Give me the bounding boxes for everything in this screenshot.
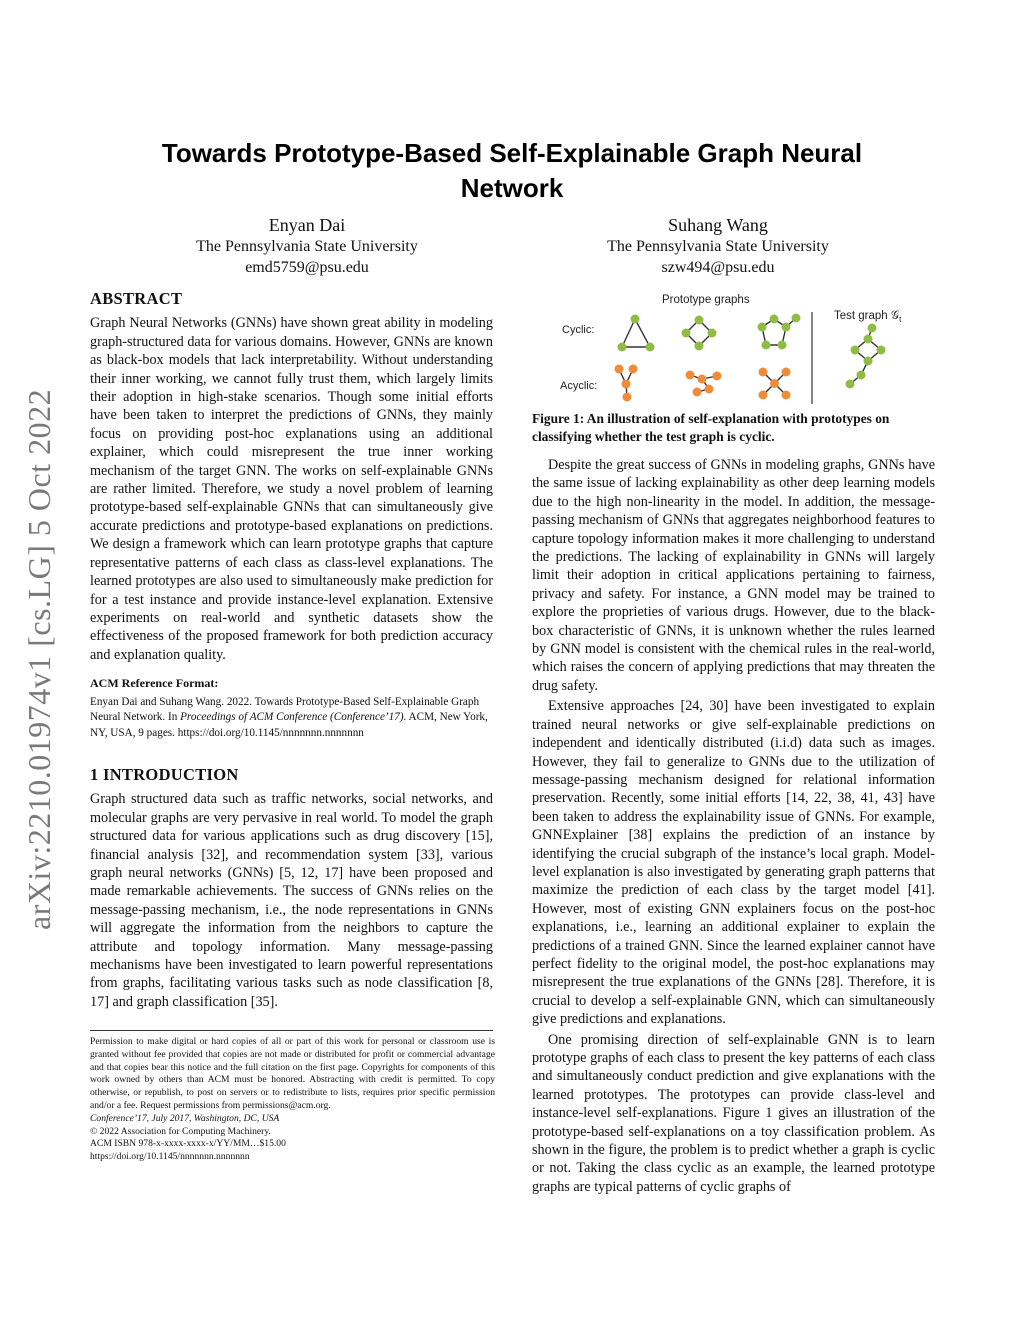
test-graph-label: Test graph 𝒢$_t$ [834, 310, 902, 324]
conference-info: Conference’17, July 2017, Washington, DC, USA [90, 1112, 280, 1124]
body-paragraph: Despite the great success of GNNs in modeling graphs, GNNs have the same issue of lacking explainability as other deep learning models due to the high non-linearity in the model. In addition, the message-passing mechanism of GNNs that aggregates neighborhood features to capture topology information makes it more challenging to understand the predictions. The lacking of explainability in GNNs will largely limit their adoption in critical applications pertaining to fairness, privacy and safety. For instance, a GNN model may be trained to explore the proprieties of various drugs. However, due to the black-box characteristic of GNNs, it is unknown whether the rules learned by GNN model is consistent with the chemical rules in the real-world, which raises the concern of applying predictions that may threaten the drug safety. [532, 457, 935, 694]
body-paragraph: Extensive approaches [24, 30] have been investigated to explain trained neural networks or give self-explainable predictions on independent and identically distributed (i.i.d) data such as images. However, they fail to generalize to GNNs due to the utilization of message-passing mechanism designed for relational information preservation. Recently, some initial efforts [14, 22, 38, 41, 43] have been taken to address the explainability issue of GNNs. For example, GNNExplainer [38] explains the prediction of an instance by identifying the crucial subgraph of the instance’s local graph. Model-level explanation is also investigated by generating graph patterns that maximize the prediction of each class by the target model [41]. However, most of existing GNN explainers focus on the post-hoc explanations, i.e., learning an additional explainer to explain the predictions of a trained GNN. Since the learned explainer cannot have perfect fidelity to the original model, the post-hoc explanations may misrepresent the true explanations of the GNNs [28]. Therefore, it is crucial to develop a self-explainable GNN, which can simultaneously give predictions and explanations. [532, 698, 935, 1028]
prototype-graphs-label: Prototype graphs [662, 294, 750, 306]
introduction-heading: 1 INTRODUCTION [90, 765, 239, 784]
abstract-text: Graph Neural Networks (GNNs) have shown great ability in modeling graph-structured data for various domains. However, GNNs are known as black-box models that lack interpretability. Without understanding their inner working, we cannot fully trust them, which largely limits their adoption in high-stake scenarios. Though some initial efforts have been taken to interpret the predictions of GNNs, they mainly focus on providing post-hoc explanations using an additional explainer, which could misrepresent the true inner working mechanism of the target GNN. The works on self-explainable GNNs are rather limited. Therefore, we study a novel problem of learning prototype-based self-explainable GNNs that can simultaneously give accurate predictions and prototype-based explanations on predictions. We design a framework which can learn prototype graphs that capture representative patterns of each class as class-level explanations. The learned prototypes are also used to simultaneously make prediction for for a test instance and provide instance-level explanation. Extensive experiments on real-world and synthetic datasets show the effectiveness of the proposed framework for both prediction accuracy and explanation quality. [90, 315, 493, 663]
acm-reference [90, 676, 505, 741]
introduction-text: Graph structured data such as traffic networks, social networks, and molecular graphs are very pervasive in real world. To model the graph structured data for various applications such as drug discovery [15], financial analysis [32], and recommendation system [33], various graph neural networks (GNNs) [5, 12, 17] have been proposed and made remarkable achievements. The success of GNNs relies on the message-passing mechanism, i.e., the node representations in GNNs will aggregate the information from the neighbors to capture the attribute and topology information. Many message-passing mechanisms have been investigated to learn powerful representations from graphs, facilitating various tasks such as node classification [8, 17] and graph classification [35]. [90, 791, 493, 1010]
right-column-body [532, 456, 935, 1196]
author-block-2 [558, 214, 878, 278]
acyclic-row-label: Acyclic: [560, 380, 598, 392]
cyclic-prototype-nodes [618, 314, 801, 352]
graph-edges [619, 318, 881, 397]
author-email: szw494@psu.edu [661, 258, 775, 276]
cyclic-row-label: Cyclic: [562, 324, 595, 336]
footnote-divider [90, 1030, 493, 1031]
author-affiliation: The Pennsylvania State University [196, 238, 418, 255]
acyclic-prototype-nodes [615, 365, 791, 402]
author-affiliation: The Pennsylvania State University [607, 238, 829, 255]
author-block-1 [147, 214, 467, 278]
doi-line: https://doi.org/10.1145/nnnnnnn.nnnnnnn [90, 1151, 250, 1163]
author-name: Suhang Wang [668, 215, 768, 235]
abstract-heading: ABSTRACT [90, 289, 183, 308]
copyright-line: © 2022 Association for Computing Machinery. [90, 1125, 271, 1137]
copyright-footnote [90, 1036, 495, 1164]
paper-title: Towards Prototype-Based Self-Explainable Graph Neural Network [161, 138, 863, 203]
isbn-line: ACM ISBN 978-x-xxxx-xxxx-x/YY/MM…$15.00 [90, 1138, 286, 1150]
body-paragraph: One promising direction of self-explainable GNN is to learn prototype graphs of each class to present the key patterns of each class and simultaneously conduct prediction and give explanations with the learned prototypes. The prototypes can provide class-level and instance-level self-explanations. Figure 1 gives an illustration of the prototype-based self-explanations on a toy classification problem. As shown in the figure, the problem is to predict whether a graph is cyclic or not. Taking the class cyclic as an example, the learned prototype graphs are typical patterns of cyclic graphs of [532, 1031, 935, 1195]
introduction-section [90, 766, 493, 1011]
figure-1-caption: Figure 1: An illustration of self-explanation with prototypes on classifying whether the test graph is cyclic. [532, 411, 890, 445]
author-email: emd5759@psu.edu [245, 258, 369, 276]
abstract-section [90, 290, 493, 664]
figure-1-illustration [548, 288, 928, 408]
arxiv-identifier: arXiv:2210.01974v1 [cs.LG] 5 Oct 2022 [21, 388, 57, 930]
permission-notice: Permission to make digital or hard copies of all or part of this work for personal or classroom use is granted without fee provided that copies are not made or distributed for profit or commercial advantage and that copies bear this notice and the full citation on the first page. Copyrights for components of this work owned by others than ACM must be honored. Abstracting with credit is permitted. To copy otherwise, or republish, to post on servers or to redistribute to lists, requires prior specific permission and/or a fee. Request permissions from permissions@acm.org. [90, 1036, 495, 1111]
acm-reference-text: Enyan Dai and Suhang Wang. 2022. Towards Prototype-Based Self-Explainable Graph Neural Network. In Proceedings of ACM Conference (Conference’17). ACM, New York, NY, USA, 9 pages. https://doi.org/10.1145/nnnnnnn.nnnnnnn [90, 695, 488, 739]
test-graph-nodes [846, 324, 886, 389]
author-name: Enyan Dai [268, 215, 346, 235]
acm-reference-label: ACM Reference Format: [90, 676, 219, 690]
